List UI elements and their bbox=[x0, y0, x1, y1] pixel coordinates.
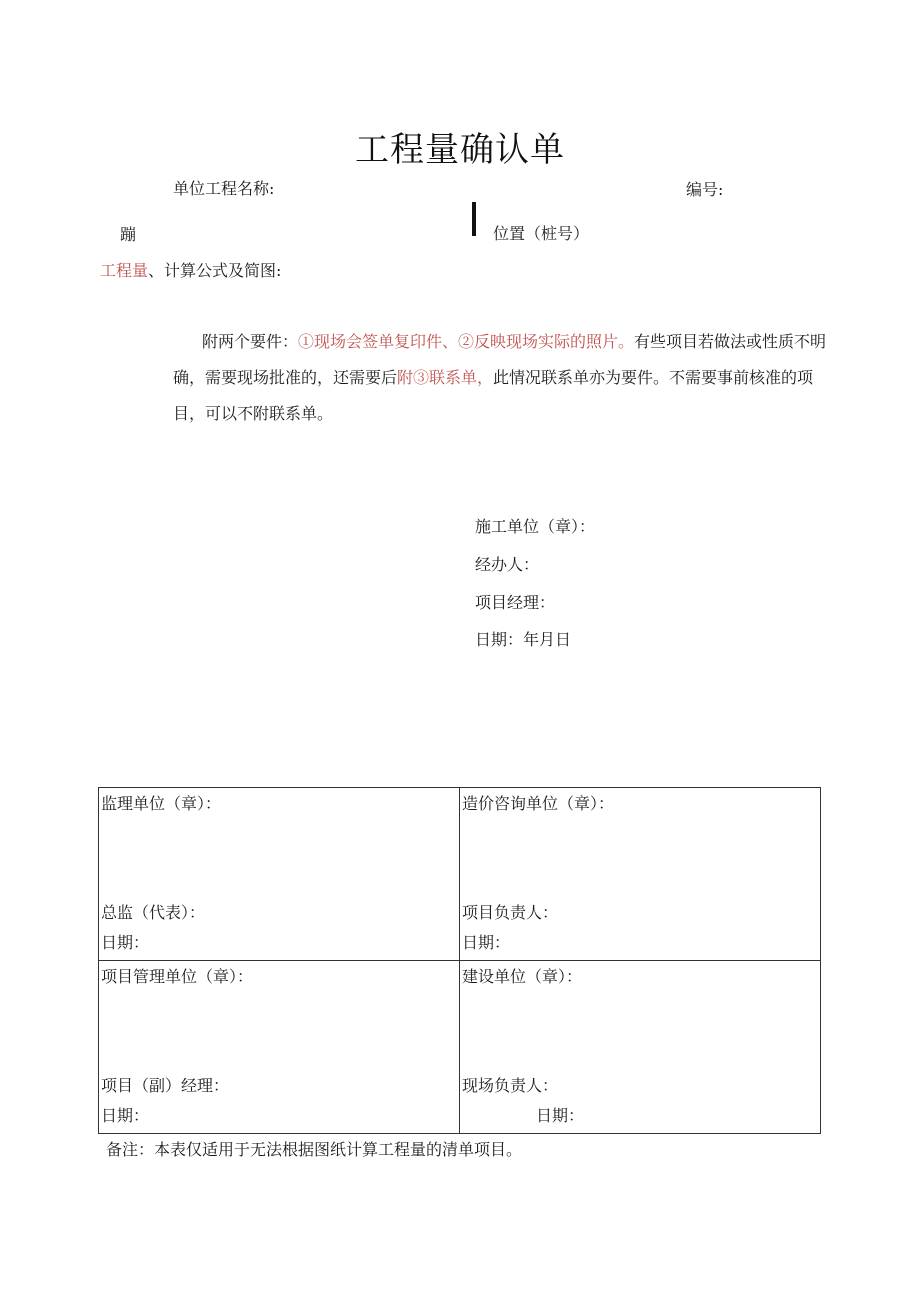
cost-consulting-cell bbox=[460, 788, 821, 961]
chief-supervisor-label: 总监（代表）： bbox=[101, 903, 206, 922]
note-lead: 附两个要件： bbox=[202, 332, 299, 351]
table-row bbox=[99, 961, 821, 1134]
unit-project-name-label: 单位工程名称: bbox=[173, 179, 275, 198]
page-title: 工程量确认单 bbox=[355, 130, 565, 170]
owner-unit-label: 建设单位（章）： bbox=[462, 967, 583, 986]
table-row bbox=[99, 788, 821, 961]
project-management-cell bbox=[99, 961, 460, 1134]
owner-cell bbox=[460, 961, 821, 1134]
remark-note: 备注：本表仅适用于无法根据图纸计算工程量的清单项目。 bbox=[106, 1140, 523, 1159]
vertical-bar-mark bbox=[472, 202, 476, 236]
note-requirement-1-2: ①现场会签单复印件、②反映现场实际的照片。 bbox=[298, 332, 635, 351]
signature-table bbox=[98, 787, 821, 1134]
note-middle: 有些项目若做法或性质不明确，需要现场批准的，还需要后 bbox=[173, 332, 827, 387]
owner-date-label: 日期： bbox=[536, 1106, 585, 1125]
project-manager-label: 项目经理： bbox=[475, 593, 556, 612]
cost-consulting-date-label: 日期： bbox=[462, 933, 511, 952]
note-tail: 此情况联系单亦为要件。不需要事前核准的项目，可以不附联系单。 bbox=[173, 368, 814, 423]
project-management-date-label: 日期： bbox=[101, 1106, 150, 1125]
deputy-manager-label: 项目（副）经理： bbox=[101, 1076, 230, 1095]
contractor-date-label: 日期：年月日 bbox=[475, 630, 572, 649]
part-label: 蹦 bbox=[120, 225, 137, 244]
site-leader-label: 现场负责人： bbox=[462, 1076, 559, 1095]
cost-consulting-unit-label: 造价咨询单位（章）： bbox=[462, 794, 615, 813]
quantity-label-rest: 、计算公式及简图: bbox=[148, 261, 282, 280]
project-leader-label: 项目负责人： bbox=[462, 903, 559, 922]
supervision-date-label: 日期： bbox=[101, 933, 150, 952]
position-label: 位置（桩号） bbox=[493, 224, 590, 243]
note-paragraph bbox=[173, 324, 833, 432]
project-management-unit-label: 项目管理单位（章）： bbox=[101, 967, 254, 986]
number-label: 编号: bbox=[686, 180, 724, 199]
quantity-formula-label bbox=[100, 258, 281, 281]
handler-label: 经办人： bbox=[475, 555, 540, 574]
quantity-label-highlight: 工程量 bbox=[100, 261, 149, 280]
contractor-unit-label: 施工单位（章）： bbox=[475, 517, 596, 536]
supervision-cell bbox=[99, 788, 460, 961]
supervision-unit-label: 监理单位（章）： bbox=[101, 794, 222, 813]
note-requirement-3: 附③联系单， bbox=[397, 368, 494, 387]
